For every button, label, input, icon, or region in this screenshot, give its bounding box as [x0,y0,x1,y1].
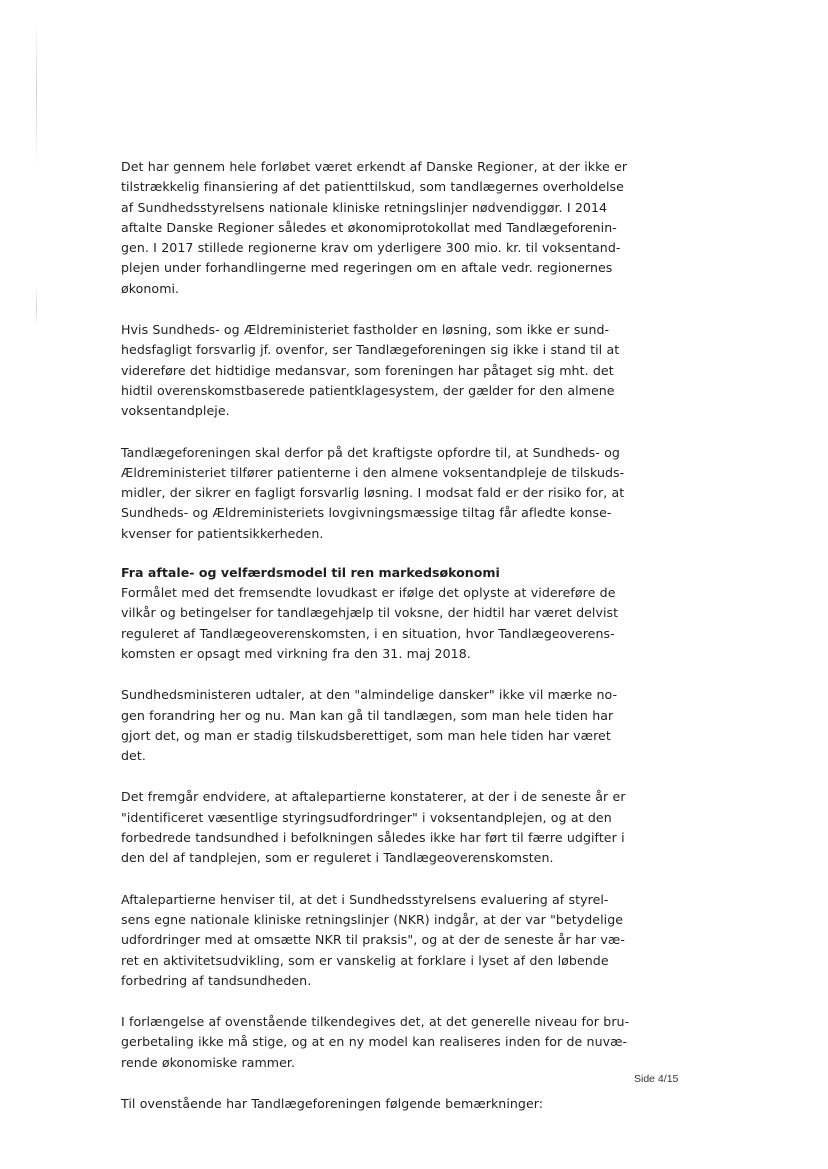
text-line: Sundheds- og Ældreministeriets lovgivningsmæssige tiltag får afledte konse- [121,505,612,521]
paragraph-financing [121,157,711,299]
text-line: Ældreministeriet tilfører patienterne i den almene voksentandpleje de tilskuds- [121,464,625,480]
text-line: det. [121,748,146,764]
paragraph-nkr [121,890,711,991]
text-line: forbedrede tandsundhed i befolkningen således ikke har ført til færre udgifter i [121,830,625,846]
text-line: voksentandpleje. [121,403,230,419]
paragraph-challenges [121,787,711,868]
text-line: gerbetaling ikke må stige, og at en ny model kan realiseres inden for de nuvæ- [121,1034,628,1050]
text-line: reguleret af Tandlægeoverenskomsten, i en situation, hvor Tandlægeoverens- [121,625,615,641]
paragraph-spacer [121,299,711,320]
text-line: forbedring af tandsundheden. [121,972,312,988]
paragraph-spacer [121,544,711,563]
text-line: hedsfagligt forsvarlig jf. ovenfor, ser Tandlægeforeningen sig ikke i stand til at [121,342,620,358]
text-line: gjort det, og man er stadig tilskudsberettiget, som man hele tiden har været [121,727,611,743]
text-line: plejen under forhandlingerne med regeringen om en aftale vedr. regionernes [121,260,613,276]
text-line: Hvis Sundheds- og Ældreministeriet fastholder en løsning, som ikke er sund- [121,322,610,338]
paragraph-spacer [121,766,711,787]
text-line: aftalte Danske Regioner således et økonomiprotokollat med Tandlægeforenin- [121,219,617,235]
text-line: gen forandring her og nu. Man kan gå til tandlægen, som man hele tiden har [121,707,614,723]
paragraph-complaint-system [121,320,711,421]
text-line: Tandlægeforeningen skal derfor på det kraftigste opfordre til, at Sundheds- og [121,444,620,460]
text-line: I forlængelse af ovenstående tilkendegives det, at det generelle niveau for bru- [121,1014,630,1030]
text-line: økonomi. [121,280,180,296]
paragraph-spacer [121,869,711,890]
text-line: midler, der sikrer en fagligt forsvarlig løsning. I modsat fald er der risiko for, at [121,485,625,501]
paragraph-minister-statement [121,685,711,766]
paragraph-spacer [121,1073,711,1094]
scan-artifact-line [36,18,37,168]
text-line: Det har gennem hele forløbet været erkendt af Danske Regioner, at der ikke er [121,159,628,174]
text-line: udfordringer med at omsætte NKR til praksis", og at der de seneste år har væ- [121,932,625,948]
text-line: af Sundhedsstyrelsens nationale kliniske retningslinjer nødvendiggør. I 2014 [121,199,608,215]
text-line: Formålet med det fremsendte lovudkast er ifølge det oplyste at videreføre de [121,585,616,601]
text-line: Til ovenstående har Tandlægeforeningen følgende bemærkninger: [121,1095,544,1111]
text-line: sens egne nationale kliniske retningslinjer (NKR) indgår, at der var "betydelige [121,911,624,927]
text-line: Det fremgår endvidere, at aftalepartierne konstaterer, at der i de seneste år er [121,789,626,805]
text-line: tilstrækkelig finansiering af det patienttilskud, som tandlægernes overholdelse [121,179,624,195]
page-number: Side 4/15 [634,1073,679,1085]
document-body [121,157,711,1114]
text-line: videreføre det hidtidige medansvar, som foreningen har påtaget sig mht. det [121,362,614,378]
text-line: rende økonomiske rammer. [121,1054,296,1070]
text-line: kvenser for patientsikkerheden. [121,525,324,541]
text-line: ret en aktivitetsudvikling, som er vanskelig at forklare i lyset af den løbende [121,952,609,968]
paragraph-appeal [121,443,711,544]
text-line: hidtil overenskomstbaserede patientklagesystem, der gælder for den almene [121,382,615,398]
text-line: Aftalepartierne henviser til, at det i Sundhedsstyrelsens evaluering af styrel- [121,891,609,907]
paragraph-spacer [121,422,711,443]
scan-artifact-line [36,286,37,326]
text-line: gen. I 2017 stillede regionerne krav om yderligere 300 mio. kr. til voksentand- [121,240,621,256]
paragraph-spacer [121,991,711,1012]
text-line: Sundhedsministeren udtaler, at den "almindelige dansker" ikke vil mærke no- [121,687,618,703]
paragraph-purpose [121,583,711,664]
text-line: komsten er opsagt med virkning fra den 31. maj 2018. [121,645,471,661]
paragraph-user-payment [121,1012,711,1073]
section-heading: Fra aftale- og velfærdsmodel til ren markedsøkonomi [121,565,500,581]
text-line: vilkår og betingelser for tandlægehjælp til voksne, der hidtil har været delvist [121,605,619,621]
text-line: "identificeret væsentlige styringsudfordringer" i voksentandplejen, og at den [121,809,612,825]
paragraph-spacer [121,664,711,685]
paragraph-remarks-intro [121,1094,711,1114]
text-line: den del af tandplejen, som er reguleret i Tandlægeoverenskomsten. [121,850,554,866]
